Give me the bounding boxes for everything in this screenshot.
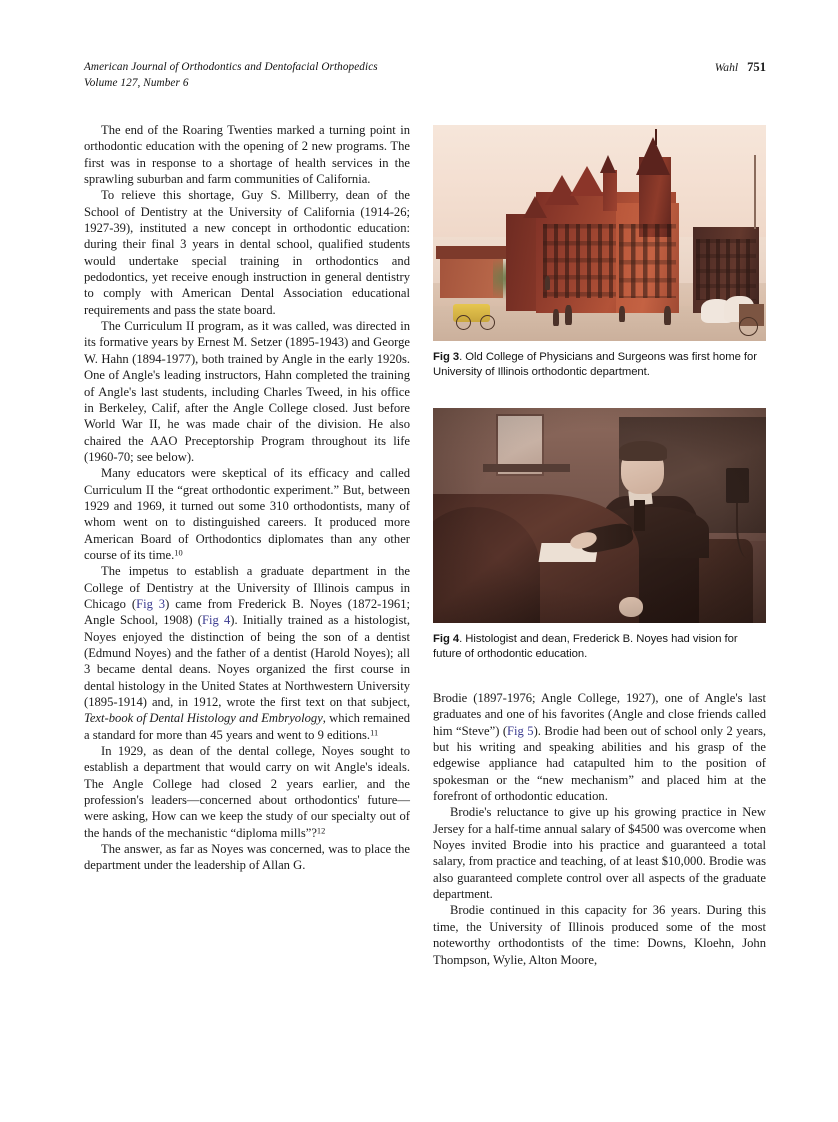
page-number: 751 <box>747 60 766 74</box>
paragraph-many-educators-text: Many educators were skeptical of its efficacy and called Curriculum II the “great orthodontic experiment.” But, between 1929 and 1969, it turned out some 310 orthodontists, many of whom went on to distinguished careers. It produced more American Board of Orthodontics diplomates than any other course of its time. <box>84 466 410 562</box>
impetus-text-3: ). Initially trained as a histologist, Noyes enjoyed the distinction of being the son of a dentist (Edmund Noyes) and the father of a dentist (Harold Noyes); all 3 became dental deans. Noyes organized the first course in dental histology in the United States at Northwestern University (1895-1914) and, in 1912, wrote the first text on that subject, <box>84 613 410 710</box>
journal-title: American Journal of Orthodontics and Dentofacial Orthopedics <box>84 61 378 73</box>
book-title-dental-histology: Text-book of Dental Histology and Embryology <box>84 711 323 726</box>
footnote-marker-11: 11 <box>370 728 379 738</box>
postcard-windows-adjacent <box>696 239 756 299</box>
portrait-illustration <box>433 408 766 623</box>
running-head-journal-block <box>84 60 378 91</box>
postcard-gable-left <box>523 196 547 218</box>
figure-3-image <box>433 125 766 341</box>
figure-3-caption-label: Fig 3 <box>433 351 460 363</box>
postcard-automobile-wheel-rear <box>480 315 495 330</box>
figure-4 <box>433 408 766 661</box>
postcard-tower-roof <box>636 137 670 175</box>
paragraph-brodie-salary: Brodie's reluctance to give up his growing practice in New Jersey for a half-time annual salary of $4500 was overcome when Noyes invited Brodie into his practice and guaranteed a total salary, from practice and teaching, of at least $10,000. Brodie was also guaranteed complete control over all aspects of the graduate department. <box>433 805 766 902</box>
postcard-tower-finial <box>655 129 656 145</box>
figure-4-caption <box>433 632 766 661</box>
paragraph-impetus <box>84 563 410 743</box>
postcard-pedestrian-3 <box>664 306 671 325</box>
postcard-illustration <box>433 125 766 341</box>
postcard-turret-roof <box>600 155 616 173</box>
figure-4-image <box>433 408 766 623</box>
postcard-windows-main <box>543 224 616 297</box>
impetus-text-2: ) came from Frederick B. Noyes (1872-1961; Angle School, 1908) ( <box>84 596 411 628</box>
running-head-author: Wahl <box>714 61 739 74</box>
figure-3-caption-text: . Old College of Physicians and Surgeons was first home for University of Illinois orthodontic department. <box>433 351 757 378</box>
postcard-gable-right <box>570 166 604 196</box>
postcard-pedestrian-1 <box>553 309 559 326</box>
figure-4-caption-text: . Histologist and dean, Frederick B. Noyes had vision for future of orthodontic education. <box>433 633 738 660</box>
paragraph-many-educators <box>84 465 410 563</box>
running-head-author-block <box>715 60 766 76</box>
postcard-flagpole <box>754 155 755 228</box>
figure-reference-fig4[interactable]: Fig 4 <box>202 613 231 628</box>
paragraph-answer-noyes: The answer, as far as Noyes was concerned, was to place the department under the leadership of Allan G. <box>84 842 410 873</box>
portrait-vignette <box>433 408 766 623</box>
brodie-text-1: Brodie (1897-1976; Angle College, 1927), one of Angle's last graduates and one of his favorites (Angle and close friends called him “Steve”) ( <box>433 691 766 738</box>
footnote-marker-10: 10 <box>174 548 183 558</box>
paragraph-1929-dean <box>84 743 410 841</box>
paragraph-curriculum-two: The Curriculum II program, as it was called, was directed in its formative years by Ernest M. Setzer (1895-1943) and George W. Hahn (1894-1977), both trained by Angle in the early 1920s. One of Angle's leading instructors, Hahn completed the training of Angle's last students, including Charles Tweed, in his office in Berkeley, Calif, after the Angle College closed. Just before World War II, he was made chair of the division. He also chaired the AAO Preceptorship Program throughout its life (1960-70; see below). <box>84 319 410 464</box>
figure-3-caption <box>433 350 766 379</box>
figure-4-caption-label: Fig 4 <box>433 633 460 645</box>
paragraph-1929-text: In 1929, as dean of the dental college, Noyes sought to establish a department that would carry on wit Angle's ideals. The Angle College had closed 2 years earlier, and the profession's leaders—concerned about orthodontics' future—were asking, How can we keep the study of our specialty out of the hands of the mechanistic “diploma mills”? <box>84 744 410 840</box>
impetus-text-4: , which remained a standard for more than 45 years and went to 9 editions. <box>84 711 410 742</box>
postcard-pedestrian-2 <box>565 305 572 325</box>
brodie-text-2: ). Brodie had been out of school only 2 years, but his writing and speaking abilities and his grasp of the edgewise appliance had catapulted him to the position of spokesman or the “new mechanism” and placed him at the forefront of orthodontic education. <box>433 723 767 804</box>
postcard-windows-right-face <box>619 224 676 297</box>
postcard-pedestrian-5 <box>619 306 625 322</box>
journal-volume-issue: Volume 127, Number 6 <box>84 76 189 89</box>
paragraph-millberry: To relieve this shortage, Guy S. Millberry, dean of the School of Dentistry at the University of California (1914-26; 1927-39), instituted a new concept in orthodontic education: during their final 3 years in dental school, qualified students would undertake special training in orthodontics and pedodontics, yet receive enough instruction in general dentistry to comply with American Dental Association educational requirements and pass the state board. <box>84 188 410 317</box>
running-head <box>84 60 766 94</box>
postcard-pedestrian-4 <box>545 276 550 290</box>
figure-reference-fig5[interactable]: Fig 5 <box>507 723 534 738</box>
figure-reference-fig3[interactable]: Fig 3 <box>136 596 166 611</box>
impetus-text-1: The impetus to establish a graduate department in the College of Dentistry at the University of Illinois campus in Chicago ( <box>84 564 410 611</box>
paragraph-roaring-twenties: The end of the Roaring Twenties marked a turning point in orthodontic education with the opening of 2 new programs. The first was in response to a shortage of health services in the sprawling suburban and farm communities of California. <box>84 123 410 187</box>
paragraph-brodie <box>433 690 766 804</box>
figure-3 <box>433 125 766 379</box>
postcard-turret <box>603 170 617 211</box>
left-column <box>84 122 410 874</box>
footnote-marker-12: 12 <box>316 826 326 836</box>
paragraph-brodie-career: Brodie continued in this capacity for 36 years. During this time, the University of Illinois produced some of the most noteworthy orthodontists of the time: Downs, Kloehn, John Thompson, Wylie, Alton Moore, <box>433 903 766 967</box>
right-column <box>433 690 766 968</box>
